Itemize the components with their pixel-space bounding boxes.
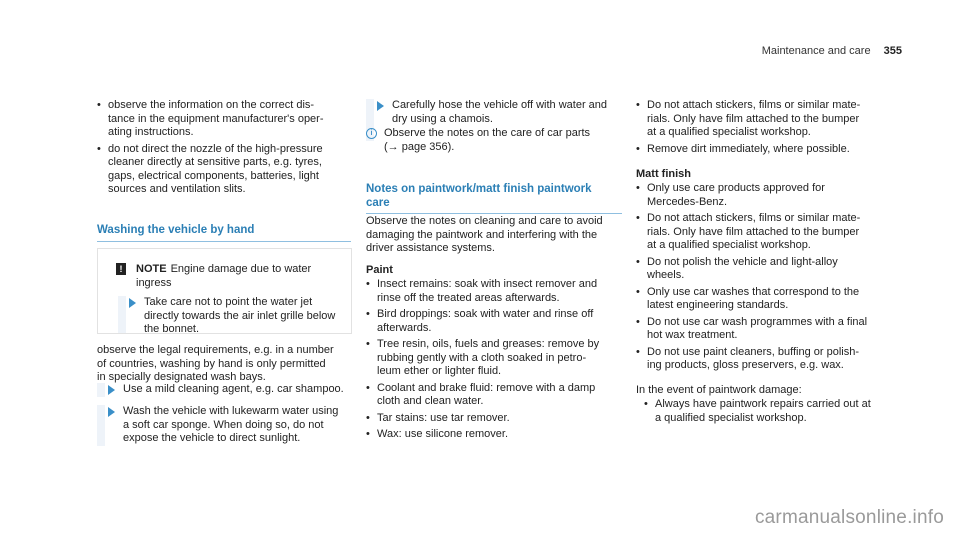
- list-item: • Do not use paint cleaners, buffing or polish- ing products, gloss preservers, e.g. wax.: [636, 346, 892, 373]
- play-arrow-icon: [377, 101, 384, 111]
- info-text: Observe the notes on the care of car parts (→ page 356).: [384, 127, 591, 153]
- bullet-list-top: [97, 99, 351, 200]
- step-1: [97, 383, 351, 397]
- list-item: • Coolant and brake fluid: remove with a damp cloth and clean water.: [366, 382, 622, 409]
- list-item: • Tar stains: use tar remover.: [366, 412, 622, 426]
- bullet-list-damage: [644, 398, 892, 428]
- play-arrow-icon: [108, 385, 115, 395]
- list-item: • Do not attach stickers, films or similar mate- rials. Only have film attached to the bumper at a qualified specialist workshop.: [636, 99, 892, 140]
- step-bar: [97, 383, 105, 397]
- play-arrow-icon: [129, 298, 136, 308]
- list-item: • Insect remains: soak with insect remover and rinse off the treated areas afterwards.: [366, 278, 622, 305]
- watermark: carmanualsonline.info: [754, 507, 944, 528]
- list-item: • Do not use car wash programmes with a final hot wax treatment.: [636, 316, 892, 343]
- list-item: • observe the information on the correct dis- tance in the equipment manufacturer's oper- ating instructions.: [97, 99, 351, 140]
- list-item: • Only use car washes that correspond to the latest engineering standards.: [636, 286, 892, 313]
- section-heading-washing-by-hand: Washing the vehicle by hand: [97, 224, 351, 242]
- list-item: • Do not polish the vehicle and light-alloy wheels.: [636, 256, 892, 283]
- step-text: Use a mild cleaning agent, e.g. car shampoo.: [123, 383, 344, 395]
- list-item: • Remove dirt immediately, where possible.: [636, 143, 892, 157]
- bullet-list-paint: [366, 278, 622, 445]
- subheading-paint: Paint: [366, 264, 393, 276]
- section-heading-paintwork: Notes on paintwork/matt finish paintwork care: [366, 183, 622, 214]
- step-bar: [118, 296, 126, 333]
- step-text: Carefully hose the vehicle off with water and dry using a chamois.: [392, 99, 608, 125]
- note-step: [118, 296, 346, 333]
- note-label: NOTE: [136, 263, 167, 275]
- bullet-list-matt: [636, 182, 892, 376]
- play-arrow-icon: [108, 407, 115, 417]
- note-header: [116, 263, 346, 290]
- paragraph-paintwork: Observe the notes on cleaning and care to avoid damaging the paintwork and interfering with the driver assistance systems.: [366, 215, 603, 254]
- warning-icon: !: [116, 263, 126, 275]
- list-item: • Only use care products approved for Mercedes-Benz.: [636, 182, 892, 209]
- note-step-text: Take care not to point the water jet directly towards the air inlet grille below the bonnet.: [144, 296, 336, 335]
- step-bar: [97, 405, 105, 446]
- note-title: Engine damage due to water ingress: [136, 263, 312, 289]
- page-number: 355: [883, 45, 902, 57]
- section-title: Maintenance and care: [761, 45, 871, 57]
- list-item: • do not direct the nozzle of the high-pressure cleaner directly at sensitive parts, e.g. tyres, gaps, electrical components, batteries, light sources and ventilation slits.: [97, 143, 351, 197]
- subheading-matt-finish: Matt finish: [636, 168, 691, 180]
- list-item: • Always have paintwork repairs carried out at a qualified specialist workshop.: [644, 398, 892, 425]
- list-item: • Bird droppings: soak with water and rinse off afterwards.: [366, 308, 622, 335]
- info-icon: i: [366, 128, 377, 139]
- list-item: • Wax: use silicone remover.: [366, 428, 622, 442]
- list-item: • Tree resin, oils, fuels and greases: remove by rubbing gently with a cloth soaked in petro- leum ether or lighter fluid.: [366, 338, 622, 379]
- step-2: [97, 405, 351, 446]
- list-item: • Do not attach stickers, films or similar mate- rials. Only have film attached to the bumper at a qualified specialist workshop.: [636, 212, 892, 253]
- info-note: [366, 127, 622, 155]
- step-text: Wash the vehicle with lukewarm water using a soft car sponge. When doing so, do not expose the vehicle to direct sunlight.: [123, 405, 339, 444]
- note-box: [97, 248, 352, 334]
- page-header: [762, 45, 902, 59]
- paragraph-legal: observe the legal requirements, e.g. in a number of countries, washing by hand is only permitted in specially designated wash bays.: [97, 344, 334, 383]
- paragraph-damage: In the event of paintwork damage:: [636, 384, 802, 396]
- bullet-list-top: [636, 99, 892, 159]
